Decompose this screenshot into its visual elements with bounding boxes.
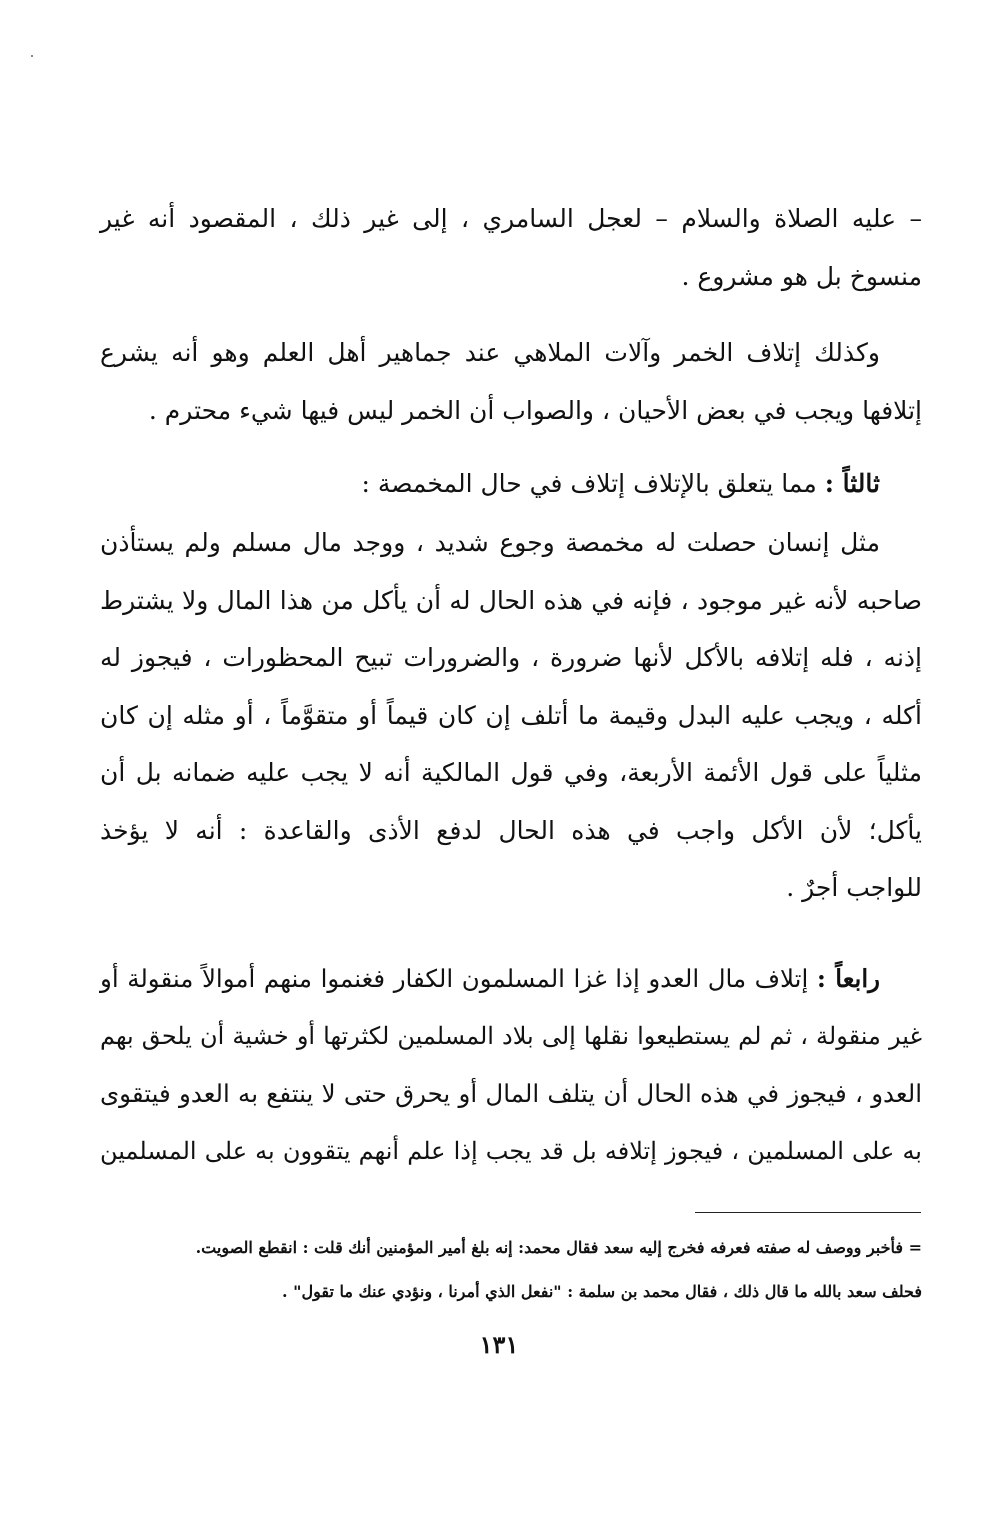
paragraph-line: يأكل؛ لأن الأكل واجب في هذه الحال لدفع الأذى والقاعدة : أنه لا يؤخذ	[100, 815, 922, 845]
paragraph-line-text: إتلاف مال العدو إذا غزا المسلمون الكفار فغنموا منهم أموالاً منقولة أو	[100, 964, 809, 993]
paragraph-line: مثلياً على قول الأئمة الأربعة، وفي قول المالكية أنه لا يجب عليه ضمانه بل أن	[100, 758, 922, 787]
paragraph-line: صاحبه لأنه غير موجود ، فإنه في هذه الحال له أن يأكل من هذا المال ولا يشترط	[100, 585, 922, 615]
page-number: ١٣١	[479, 1330, 519, 1359]
paragraph-line	[100, 455, 922, 513]
paragraph-1	[100, 190, 922, 305]
footnote-line: = فأخبر ووصف له صفته فعرفه فخرج إليه سعد فقال محمد: إنه بلغ أمير المؤمنين أنك قلت : انقطع الصويت.	[195, 1238, 922, 1257]
paragraph-line: إذنه ، فله إتلافه بالأكل لأنها ضرورة ، والضرورات تبيح المحظورات ، فيجوز له	[100, 643, 922, 672]
paragraph-line: به على المسلمين ، فيجوز إتلافه بل قد يجب إذا علم أنهم يتقوون به على المسلمين	[100, 1136, 922, 1165]
footnote	[100, 1226, 922, 1314]
section-lead-fourth: رابعاً :	[816, 964, 880, 993]
section-lead-third: ثالثاً :	[824, 469, 880, 498]
paragraph-line: أكله ، ويجب عليه البدل وقيمة ما أتلف إن كان قيماً أو متقوَّماً ، أو مثله إن كان	[100, 700, 922, 730]
section-heading-text: مما يتعلق بالإتلاف إتلاف في حال المخمصة :	[361, 469, 817, 498]
paragraph-line: مثل إنسان حصلت له مخمصة وجوع شديد ، ووجد مال مسلم ولم يستأذن	[100, 528, 880, 557]
paragraph-line: للواجب أجرٌ .	[786, 873, 922, 902]
paragraph-5	[100, 950, 922, 1180]
paragraph-2	[100, 324, 922, 439]
scan-speck	[31, 55, 33, 57]
paragraph-line: إتلافها ويجب في بعض الأحيان ، والصواب أن الخمر ليس فيها شيء محترم .	[148, 395, 922, 425]
paragraph-line: غير منقولة ، ثم لم يستطيعوا نقلها إلى بلاد المسلمين لكثرتها أو خشية أن يلحق بهم	[100, 1021, 922, 1050]
paragraph-4	[100, 514, 922, 917]
paragraph-line	[100, 950, 922, 1008]
paragraph-line: – عليه الصلاة والسلام – لعجل السامري ، إلى غير ذلك ، المقصود أنه غير	[100, 204, 922, 233]
footnote-line: فحلف سعد بالله ما قال ذلك ، فقال محمد بن سلمة : "نفعل الذي أمرنا ، ونؤدي عنك ما تقول" .	[282, 1282, 922, 1301]
footnote-separator	[695, 1212, 921, 1213]
paragraph-3	[100, 455, 922, 513]
paragraph-line: العدو ، فيجوز في هذه الحال أن يتلف المال أو يحرق حتى لا ينتفع به العدو فيتقوى	[100, 1079, 922, 1108]
paragraph-line: منسوخ بل هو مشروع .	[681, 261, 922, 291]
paragraph-line: وكذلك إتلاف الخمر وآلات الملاهي عند جماهير أهل العلم وهو أنه يشرع	[100, 338, 880, 367]
